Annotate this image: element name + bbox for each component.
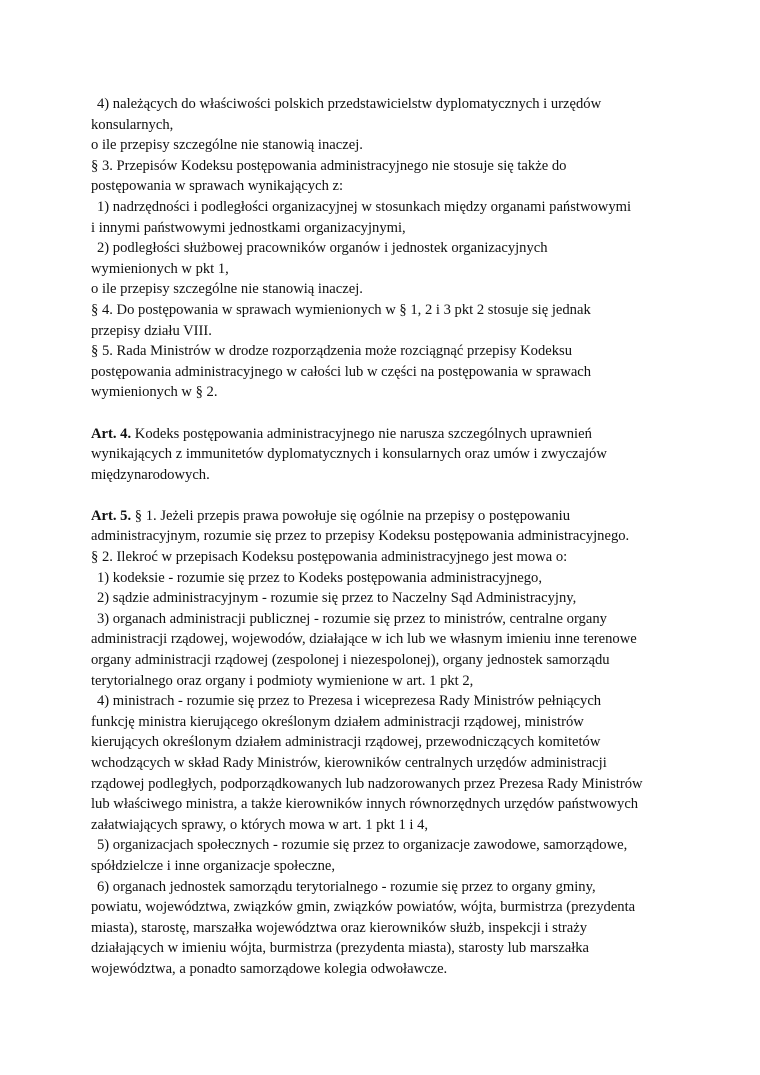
text-line: administracyjnym, rozumie się przez to przepisy Kodeksu postępowania administracyjnego. <box>91 528 630 545</box>
text-line: terytorialnego oraz organy i podmioty wymienione w art. 1 pkt 2, <box>91 672 474 689</box>
list-point-line: 6) organach jednostek samorządu terytorialnego - rozumie się przez to organy gminy, <box>97 878 596 895</box>
text-line: województwa, a ponadto samorządowe kolegia odwoławcze. <box>91 960 448 977</box>
text-line: wymienionych w § 2. <box>91 384 218 401</box>
text-line: wynikających z immunitetów dyplomatycznych i konsularnych oraz umów i zwyczajów <box>91 446 607 463</box>
article-number: Art. 5. <box>91 507 132 524</box>
article-text: Kodeks postępowania administracyjnego nie narusza szczególnych uprawnień <box>131 425 592 442</box>
text-line: załatwiających sprawy, o których mowa w art. 1 pkt 1 i 4, <box>91 816 429 833</box>
text-line: rządowej podległych, podporządkowanych lub nadzorowanych przez Prezesa Rady Ministrów <box>91 775 643 792</box>
text-line: przepisy działu VIII. <box>91 322 212 339</box>
text-line: § 3. Przepisów Kodeksu postępowania administracyjnego nie stosuje się także do <box>91 157 567 174</box>
text-line: o ile przepisy szczególne nie stanowią inaczej. <box>91 281 363 298</box>
list-point-line: 3) organach administracji publicznej - rozumie się przez to ministrów, centralne organy <box>97 610 607 627</box>
list-point-line: 4) ministrach - rozumie się przez to Prezesa i wiceprezesa Rady Ministrów pełniących <box>97 693 602 710</box>
document-page <box>91 94 681 980</box>
text-line: wchodzących w skład Rady Ministrów, kierowników centralnych urzędów administracji <box>91 755 607 771</box>
list-point-line: 5) organizacjach społecznych - rozumie się przez to organizacje zawodowe, samorządowe, <box>97 837 628 854</box>
article-text: § 1. Jeżeli przepis prawa powołuje się ogólnie na przepisy o postępowaniu <box>131 507 571 524</box>
text-line: konsularnych, <box>91 116 174 133</box>
list-point-line: 4) należących do właściwości polskich przedstawicielstw dyplomatycznych i urzędów <box>97 96 602 112</box>
text-line: spółdzielcze i inne organizacje społeczne, <box>91 857 336 874</box>
text-line: o ile przepisy szczególne nie stanowią inaczej. <box>91 137 363 154</box>
text-line: miasta), starostę, marszałka województwa oraz kierowników służb, inspekcji i straży <box>91 919 588 936</box>
text-line: postępowania administracyjnego w całości lub w części na postępowania w sprawach <box>91 363 592 380</box>
text-line: lub właściwego ministra, a także kierowników innych równorzędnych urzędów państwowych <box>91 796 639 813</box>
text-line: organy administracji rządowej (zespolonej i niezespolonej), organy jednostek samorządu <box>91 652 610 669</box>
list-point-line: 2) podległości służbowej pracowników organów i jednostek organizacyjnych <box>97 240 548 257</box>
list-point-line: 2) sądzie administracyjnym - rozumie się przez to Naczelny Sąd Administracyjny, <box>97 590 577 607</box>
text-line: § 5. Rada Ministrów w drodze rozporządzenia może rozciągnąć przepisy Kodeksu <box>91 343 573 360</box>
article-number: Art. 4. <box>91 425 132 442</box>
text-line: międzynarodowych. <box>91 466 210 483</box>
text-line: § 2. Ilekroć w przepisach Kodeksu postępowania administracyjnego jest mowa o: <box>91 549 568 566</box>
text-line: administracji rządowej, wojewodów, działające w ich lub we własnym imieniu inne terenowe <box>91 631 637 648</box>
text-line: funkcję ministra kierującego określonym działem administracji rządowej, ministrów <box>91 713 584 730</box>
text-line: działających w imieniu wójta, burmistrza (prezydenta miasta), starosty lub marszałka <box>91 940 590 957</box>
list-point-line: 1) nadrzędności i podległości organizacyjnej w stosunkach między organami państwowymi <box>97 198 632 215</box>
article-heading-line <box>91 424 681 445</box>
text-line: i innymi państwowymi jednostkami organizacyjnymi, <box>91 219 406 236</box>
text-line: powiatu, województwa, związków gmin, związków powiatów, wójta, burmistrza (prezydenta <box>91 899 636 916</box>
list-point-line: 1) kodeksie - rozumie się przez to Kodeks postępowania administracyjnego, <box>97 569 542 586</box>
text-line: postępowania w sprawach wynikających z: <box>91 178 344 195</box>
paragraph-gap <box>91 485 681 506</box>
text-line: § 4. Do postępowania w sprawach wymienionych w § 1, 2 i 3 pkt 2 stosuje się jednak <box>91 301 591 318</box>
text-line: kierujących określonym działem administracji rządowej, przewodniczących komitetów <box>91 734 601 751</box>
text-line: wymienionych w pkt 1, <box>91 260 229 277</box>
article-heading-line <box>91 506 681 527</box>
paragraph-gap <box>91 403 681 424</box>
